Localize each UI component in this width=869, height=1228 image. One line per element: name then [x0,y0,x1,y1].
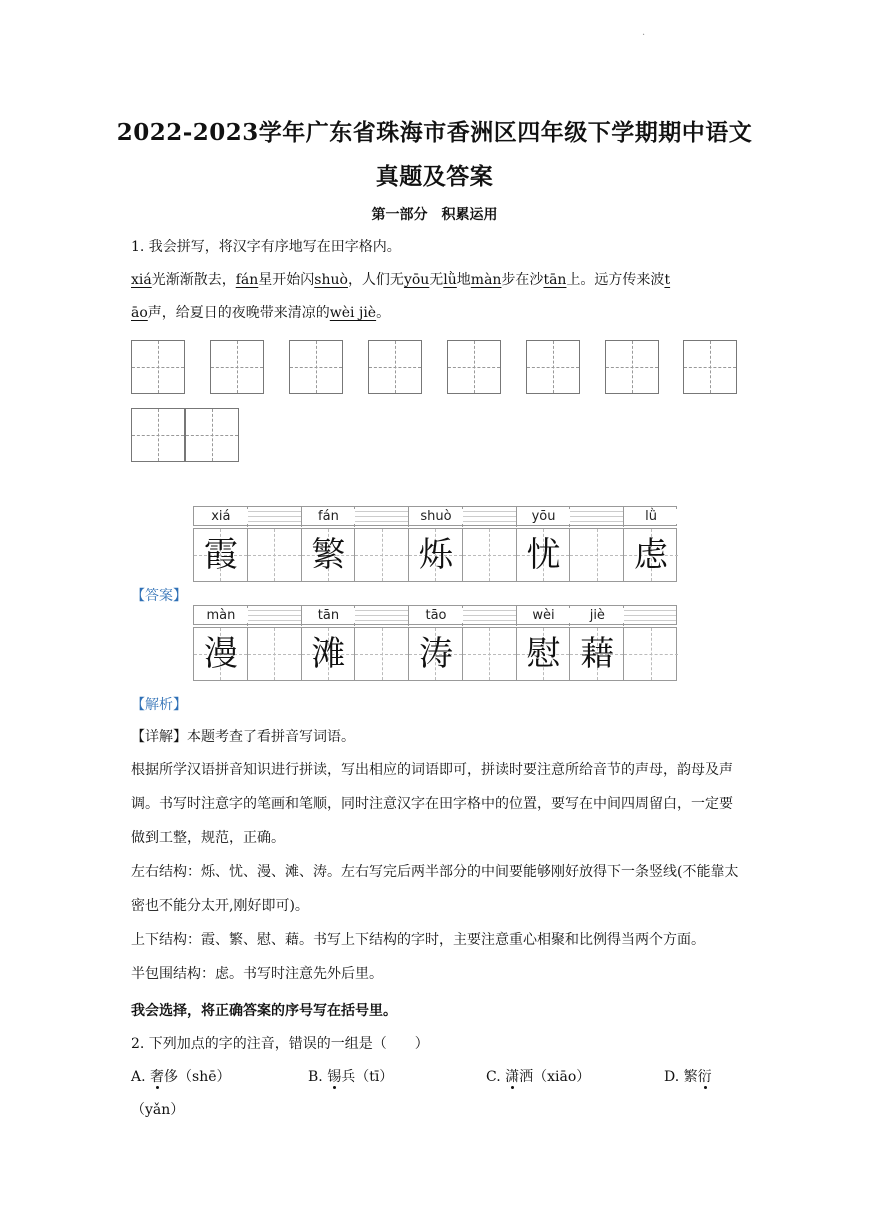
tian-grid-box[interactable] [185,408,239,462]
answer-pinyin: xiá [194,509,248,524]
tian-cell [248,529,302,581]
answer-character: 漫 [203,634,238,674]
option-a[interactable]: A. 奢侈（shē） [131,1069,231,1085]
tian-cell [463,529,517,581]
answer-pinyin: shuò [409,509,463,524]
analysis-label: 【解析】 [131,697,187,713]
answer-pinyin: jiè [570,608,624,623]
answer-pinyin: tān [302,608,356,623]
corner-mark: · [642,30,646,41]
answer-pinyin: tāo [409,608,463,623]
answer-pinyin: màn [194,608,248,623]
pinyin-blank: āo [131,305,148,321]
answer-pinyin: wèi [517,608,571,623]
tian-cell [248,628,302,680]
page-title: 2022-2023学年广东省珠海市香洲区四年级下学期期中语文 [116,119,753,146]
answer-label: 【答案】 [131,588,187,604]
answer-character: 藉 [580,634,615,674]
character-writing-band [193,627,677,681]
sentence-text: 无 [429,272,444,288]
sentence-text: 光渐渐散去， [151,272,236,288]
tian-cell [570,529,624,581]
sentence-text: 步在沙 [501,272,544,288]
choice-heading: 我会选择，将正确答案的序号写在括号里。 [131,1003,397,1019]
pinyin-blank: màn [470,272,502,288]
tian-grid-box[interactable] [605,340,659,394]
answer-character: 霞 [203,535,238,575]
tian-grid-box[interactable] [368,340,422,394]
sentence-text: 地 [456,272,471,288]
enclosure-structure-note: 半包围结构：虑。书写时注意先外后里。 [131,966,383,982]
answer-character: 忧 [526,535,561,575]
pinyin-cell [355,606,409,626]
sentence-text: 声，给夏日的夜晚带来清凉的 [147,305,330,321]
answer-character: 滩 [311,634,346,674]
tian-grid-box[interactable] [131,340,185,394]
explanation-paragraph: 根据所学汉语拼音知识进行拼读，写出相应的词语即可，拼读时要注意所给音节的声母，韵母及声调。书写时注意字的笔画和笔顺，同时注意汉字在田字格中的位置，要写在中间四周留白，一定要做到工整，规范，正确。 [131,762,733,846]
tian-grid-box[interactable] [447,340,501,394]
pinyin-cell [463,507,517,527]
sentence-text: 上。远方传来波 [566,272,665,288]
pinyin-cell [463,606,517,626]
option-c[interactable]: C. 潇洒（xiāo） [486,1069,591,1085]
section-heading: 第一部分 积累运用 [371,207,498,223]
pinyin-blank: yōu [403,272,430,288]
tian-grid-box[interactable] [526,340,580,394]
tian-cell [624,628,678,680]
pinyin-blank: xiá [131,272,152,288]
answer-grid-row-1 [193,506,677,584]
pinyin-blank: tān [543,272,567,288]
answer-grid-row-2 [193,605,677,683]
answer-character: 烁 [418,535,453,575]
tian-cell [355,529,409,581]
pinyin-blank: fán [235,272,259,288]
tian-grid-box[interactable] [683,340,737,394]
pinyin-writing-band [193,506,677,526]
answer-character: 繁 [311,535,346,575]
character-writing-band [193,528,677,582]
pinyin-cell [355,507,409,527]
sentence-text: 。 [376,305,391,321]
pinyin-cell [570,507,624,527]
option-d[interactable]: D. 繁衍 [664,1069,712,1085]
answer-character: 慰 [526,634,561,674]
option-b[interactable]: B. 锡兵（tī） [308,1069,394,1085]
pinyin-blank: shuò [314,272,348,288]
left-right-structure-note: 左右结构：烁、忧、漫、滩、涛。左右写完后两半部分的中间要能够刚好放得下一条竖线(不能靠太密也不能分太开,刚好即可)。 [131,864,739,914]
q1-sentence-line1 [131,270,670,290]
tian-grid-box[interactable] [131,408,185,462]
pinyin-blank: lǜ [443,272,457,288]
detail-line: 【详解】本题考查了看拼音写词语。 [131,729,355,745]
option-d-pinyin: （yǎn） [131,1102,185,1118]
answer-pinyin: fán [302,509,356,524]
top-bottom-structure-note: 上下结构：霞、繁、慰、藉。书写上下结构的字时，主要注意重心相聚和比例得当两个方面。 [131,932,705,948]
tian-grid-box[interactable] [289,340,343,394]
pinyin-cell [624,606,678,626]
answer-character: 涛 [418,634,453,674]
pinyin-blank: t [664,272,671,288]
pinyin-blank: wèi jiè [329,305,377,321]
q1-prompt: 1. 我会拼写，将汉字有序地写在田字格内。 [131,239,401,255]
pinyin-cell [248,507,302,527]
answer-character: 虑 [634,535,669,575]
answer-pinyin: lǜ [624,509,678,524]
tian-cell [355,628,409,680]
sentence-text: ，人们无 [347,272,404,288]
tian-grid-box[interactable] [210,340,264,394]
sentence-text: 星开始闪 [258,272,315,288]
tian-cell [463,628,517,680]
answer-pinyin: yōu [517,509,571,524]
q1-sentence-line2 [131,303,390,323]
q2-prompt: 2. 下列加点的字的注音，错误的一组是（ ） [131,1036,429,1052]
page-title-line2: 真题及答案 [375,163,494,190]
pinyin-cell [248,606,302,626]
pinyin-writing-band [193,605,677,625]
